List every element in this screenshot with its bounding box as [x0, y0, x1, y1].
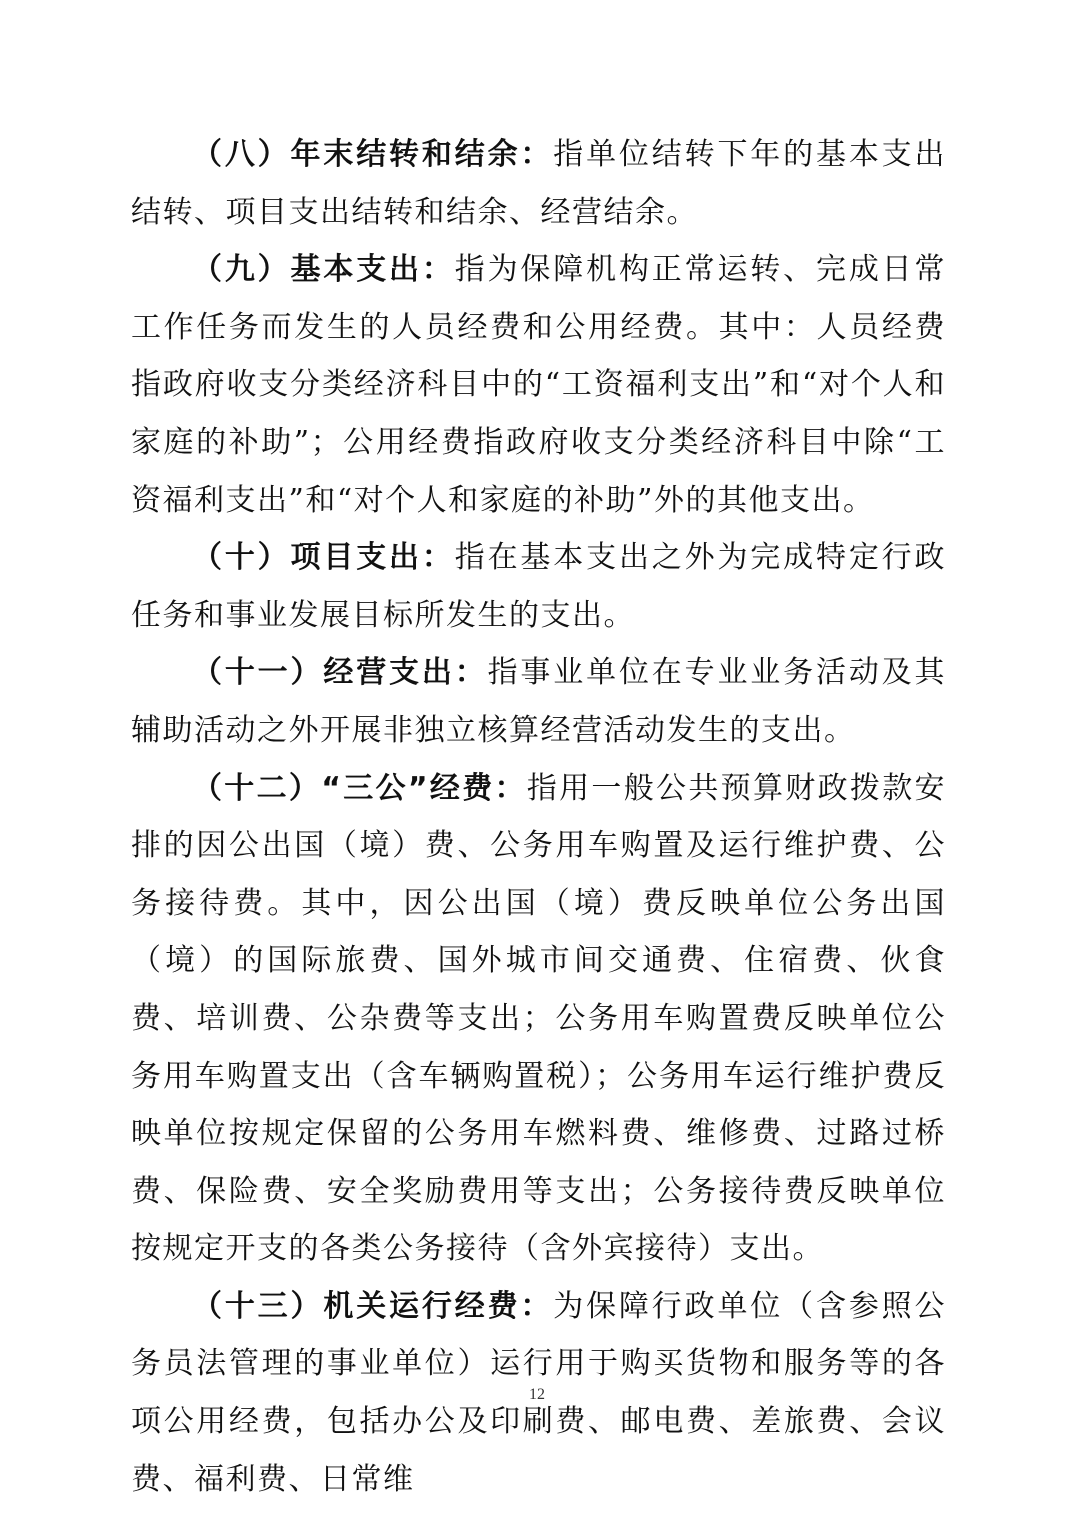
paragraph-year-end-carryover — [131, 126, 946, 241]
document-body — [131, 126, 946, 1508]
term-three-public-expenses: （十二）“三公”经费： — [192, 770, 527, 806]
page-number: 12 — [529, 1386, 545, 1403]
term-project-expenditure: （十）项目支出： — [192, 540, 455, 576]
definition-agency-operating-funds: 为保障行政单位（含参照公务员法管理的事业单位）运行用于购买货物和服务等的各项公用经费，包括办公及印刷费、邮电费、差旅费、会议费、福利费、日常维 — [131, 1288, 946, 1497]
definition-year-end-carryover: 指单位结转下年的基本支出结转、项目支出结转和结余、经营结余。 — [131, 137, 946, 230]
term-operating-expenditure: （十一）经营支出： — [192, 655, 488, 691]
definition-three-public-expenses: 指用一般公共预算财政拨款安排的因公出国（境）费、公务用车购置及运行维护费、公务接待费。其中，因公出国（境）费反映单位公务出国（境）的国际旅费、国外城市间交通费、住宿费、伙食费、培训费、公杂费等支出；公务用车购置费反映单位公务用车购置支出（含车辆购置税）；公务用车运行维护费反映单位按规定保留的公务用车燃料费、维修费、过路过桥费、保险费、安全奖励费用等支出；公务接待费反映单位按规定开支的各类公务接待（含外宾接待）支出。 — [131, 770, 946, 1267]
definition-basic-expenditure: 指为保障机构正常运转、完成日常工作任务而发生的人员经费和公用经费。其中：人员经费指政府收支分类经济科目中的“工资福利支出”和“对个人和家庭的补助”；公用经费指政府收支分类经济科目中除“工资福利支出”和“对个人和家庭的补助”外的其他支出。 — [131, 252, 947, 518]
term-year-end-carryover: （八）年末结转和结余： — [192, 137, 554, 172]
definition-project-expenditure: 指在基本支出之外为完成特定行政任务和事业发展目标所发生的支出。 — [131, 540, 947, 633]
definition-operating-expenditure: 指事业单位在专业业务活动及其辅助活动之外开展非独立核算经营活动发生的支出。 — [131, 655, 947, 748]
paragraph-operating-expenditure — [131, 644, 946, 759]
paragraph-basic-expenditure — [131, 241, 946, 529]
paragraph-three-public-expenses — [131, 760, 946, 1278]
paragraph-project-expenditure — [131, 529, 946, 644]
term-basic-expenditure: （九）基本支出： — [192, 252, 455, 288]
term-agency-operating-funds: （十三）机关运行经费： — [192, 1288, 554, 1324]
